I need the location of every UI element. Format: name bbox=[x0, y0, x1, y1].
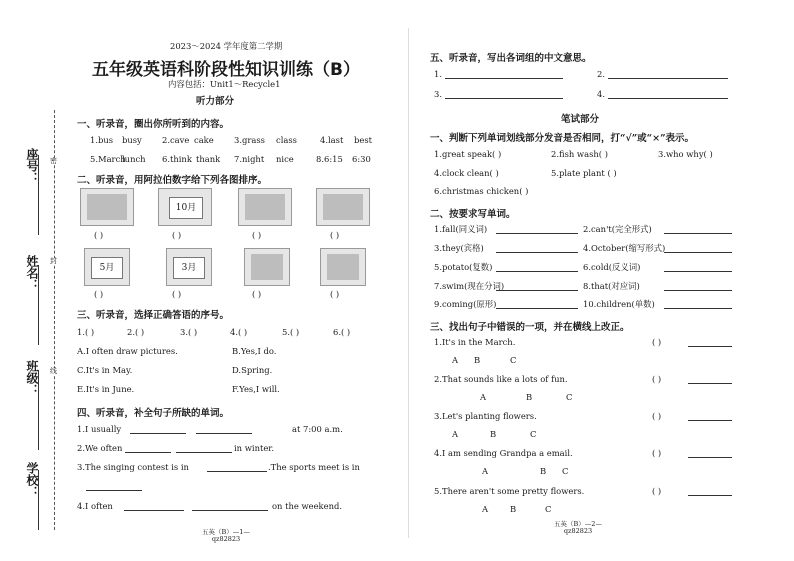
word-task: 1.fall(同义词) bbox=[434, 224, 488, 234]
school-line bbox=[38, 470, 40, 530]
blank-line[interactable] bbox=[176, 452, 232, 453]
phonics-item: 3.who why( ) bbox=[658, 149, 713, 159]
calendar-label: 3月 bbox=[173, 257, 205, 279]
answer-slot: 1.( ) bbox=[77, 327, 95, 337]
blank-line[interactable] bbox=[124, 510, 184, 511]
error-option-b: B bbox=[540, 466, 547, 476]
seat-number-label: 座号： bbox=[25, 148, 39, 184]
answer-slot: 3.( ) bbox=[180, 327, 198, 337]
phrase-number: 3. bbox=[434, 89, 442, 99]
error-option-a: A bbox=[452, 355, 459, 365]
word-task: 6.cold(反义词) bbox=[583, 262, 641, 272]
blank-line[interactable] bbox=[496, 233, 578, 234]
written-heading: 笔试部分 bbox=[561, 114, 600, 125]
fill-sentence-1-end: at 7:00 a.m. bbox=[292, 424, 343, 434]
error-sentence: 3.Let's planting flowers. bbox=[434, 411, 537, 421]
name-line bbox=[38, 265, 40, 345]
blank-line[interactable] bbox=[445, 98, 563, 99]
seal-dashed-line bbox=[54, 110, 56, 530]
word-option: thank bbox=[196, 154, 221, 164]
blank-line[interactable] bbox=[125, 452, 171, 453]
fill-sentence-2-start: 2.We often bbox=[77, 443, 123, 453]
phrase-number: 4. bbox=[597, 89, 605, 99]
class-line bbox=[38, 370, 40, 450]
blank-line[interactable] bbox=[688, 420, 732, 421]
seal-mi-char: 密 bbox=[50, 157, 57, 165]
error-sentence: 5.There aren't some pretty flowers. bbox=[434, 486, 585, 496]
word-task: 2.can't(完全形式) bbox=[583, 224, 652, 234]
word-option: 4.last bbox=[320, 135, 344, 145]
listen-section-4-heading: 四、听录音，补全句子所缺的单词。 bbox=[77, 408, 230, 419]
school-year: 2023～2024 学年度第二学期 bbox=[170, 41, 283, 51]
blank-line[interactable] bbox=[496, 290, 578, 291]
word-task: 10.children(单数) bbox=[583, 299, 655, 309]
word-option: 3.grass bbox=[234, 135, 265, 145]
error-sentence: 4.I am sending Grandpa a email. bbox=[434, 448, 573, 458]
listen-section-3-heading: 三、听录音，选择正确答语的序号。 bbox=[77, 310, 230, 321]
option-e: E.It's in June. bbox=[77, 384, 135, 394]
error-option-a: A bbox=[482, 504, 489, 514]
order-bracket: ( ) bbox=[94, 289, 104, 299]
blank-line[interactable] bbox=[688, 495, 732, 496]
blank-line[interactable] bbox=[496, 308, 578, 309]
order-bracket: ( ) bbox=[172, 289, 182, 299]
answer-paren: ( ) bbox=[652, 374, 662, 384]
listen-section-5-heading: 五、听录音，写出各词组的中文意思。 bbox=[430, 53, 592, 64]
name-label: 姓名： bbox=[25, 255, 39, 291]
phrase-number: 2. bbox=[597, 69, 605, 79]
option-c: C.It's in May. bbox=[77, 365, 133, 375]
option-f: F.Yes,I will. bbox=[232, 384, 280, 394]
error-option-a: A bbox=[482, 466, 489, 476]
left-footer-code: qz82823 bbox=[211, 535, 241, 543]
blank-line[interactable] bbox=[688, 346, 732, 347]
word-task: 5.potato(复数) bbox=[434, 262, 493, 272]
seal-xian-char: 线 bbox=[50, 367, 57, 375]
phonics-item: 5.plate plant ( ) bbox=[551, 168, 617, 178]
order-bracket: ( ) bbox=[330, 289, 340, 299]
fill-sentence-3-start: 3.The singing contest is in bbox=[77, 462, 189, 472]
error-option-c: C bbox=[530, 429, 537, 439]
right-footer-page: 五英（B）—2— bbox=[554, 520, 602, 528]
error-option-b: B bbox=[510, 504, 517, 514]
answer-paren: ( ) bbox=[652, 411, 662, 421]
school-label: 学校： bbox=[25, 462, 39, 498]
word-task: 9.coming(原形) bbox=[434, 299, 497, 309]
error-option-c: C bbox=[510, 355, 517, 365]
word-option: 2.cave bbox=[162, 135, 190, 145]
fill-sentence-2-end: in winter. bbox=[234, 443, 275, 453]
blank-line[interactable] bbox=[688, 383, 732, 384]
option-d: D.Spring. bbox=[232, 365, 273, 375]
order-bracket: ( ) bbox=[252, 230, 262, 240]
fill-sentence-1-start: 1.I usually bbox=[77, 424, 122, 434]
word-option: busy bbox=[122, 135, 142, 145]
written-section-2-heading: 二、按要求写单词。 bbox=[430, 209, 516, 220]
left-footer-page: 五英（B）—1— bbox=[202, 528, 250, 536]
blank-line[interactable] bbox=[664, 233, 732, 234]
blank-line[interactable] bbox=[664, 290, 732, 291]
word-option: nice bbox=[276, 154, 294, 164]
blank-line[interactable] bbox=[130, 433, 186, 434]
calendar-label: 5月 bbox=[91, 257, 123, 279]
seal-feng-char: 封 bbox=[50, 257, 57, 265]
option-a: A.I often draw pictures. bbox=[77, 346, 178, 356]
word-option: 8.6:15 bbox=[316, 154, 343, 164]
error-option-c: C bbox=[566, 392, 573, 402]
calendar-label: 10月 bbox=[169, 197, 203, 219]
seat-line bbox=[38, 155, 40, 235]
error-option-b: B bbox=[526, 392, 533, 402]
word-option: class bbox=[276, 135, 297, 145]
error-option-c: C bbox=[545, 504, 552, 514]
answer-paren: ( ) bbox=[652, 337, 662, 347]
answer-slot: 4.( ) bbox=[230, 327, 248, 337]
word-task: 7.swim(现在分词) bbox=[434, 281, 505, 291]
picnic-picture bbox=[238, 188, 292, 226]
word-option: 6.think bbox=[162, 154, 192, 164]
answer-paren: ( ) bbox=[652, 486, 662, 496]
listen-section-2-heading: 二、听录音，用阿拉伯数字给下列各图排序。 bbox=[77, 175, 268, 186]
calendar-march-picture bbox=[166, 248, 212, 286]
word-task: 4.October(缩写形式) bbox=[583, 243, 666, 253]
blank-line[interactable] bbox=[86, 490, 142, 491]
blank-line[interactable] bbox=[688, 457, 732, 458]
phonics-item: 4.clock clean( ) bbox=[434, 168, 499, 178]
calendar-october-picture bbox=[158, 188, 212, 226]
answer-slot: 6.( ) bbox=[333, 327, 351, 337]
blank-line[interactable] bbox=[664, 271, 732, 272]
order-bracket: ( ) bbox=[94, 230, 104, 240]
boy-with-clock-picture bbox=[320, 248, 366, 286]
order-bracket: ( ) bbox=[252, 289, 262, 299]
blank-line[interactable] bbox=[664, 252, 732, 253]
content-range: 内容包括：Unit1～Recycle1 bbox=[168, 79, 281, 89]
answer-slot: 5.( ) bbox=[282, 327, 300, 337]
option-b: B.Yes,I do. bbox=[232, 346, 277, 356]
word-option: 7.night bbox=[234, 154, 265, 164]
phonics-item: 6.christmas chicken( ) bbox=[434, 186, 529, 196]
word-option: lunch bbox=[122, 154, 146, 164]
error-option-a: A bbox=[480, 392, 487, 402]
error-option-b: B bbox=[474, 355, 481, 365]
word-option: 6:30 bbox=[352, 154, 371, 164]
boy-at-computer-picture bbox=[244, 248, 290, 286]
written-section-3-heading: 三、找出句子中错误的一项，并在横线上改正。 bbox=[430, 322, 630, 333]
listening-heading: 听力部分 bbox=[196, 96, 235, 107]
blank-line[interactable] bbox=[496, 271, 578, 272]
order-bracket: ( ) bbox=[172, 230, 182, 240]
error-option-b: B bbox=[490, 429, 497, 439]
error-option-a: A bbox=[452, 429, 459, 439]
blank-line[interactable] bbox=[192, 510, 268, 511]
calendar-may-picture bbox=[84, 248, 130, 286]
error-sentence: 1.It's in the March. bbox=[434, 337, 516, 347]
blank-line[interactable] bbox=[664, 308, 732, 309]
blank-line[interactable] bbox=[496, 252, 578, 253]
fill-sentence-3-mid: .The sports meet is in bbox=[268, 462, 360, 472]
phonics-item: 1.great speak( ) bbox=[434, 149, 502, 159]
blank-line[interactable] bbox=[196, 433, 252, 434]
fill-sentence-4-start: 4.I often bbox=[77, 501, 113, 511]
page-fold bbox=[408, 28, 409, 538]
fill-sentence-4-end: on the weekend. bbox=[272, 501, 343, 511]
word-task: 8.that(对应词) bbox=[583, 281, 640, 291]
blank-line[interactable] bbox=[608, 78, 728, 79]
blank-line[interactable] bbox=[445, 78, 563, 79]
answer-paren: ( ) bbox=[652, 448, 662, 458]
error-sentence: 2.That sounds like a lots of fun. bbox=[434, 374, 568, 384]
word-task: 3.they(宾格) bbox=[434, 243, 484, 253]
answer-slot: 2.( ) bbox=[127, 327, 145, 337]
written-section-1-heading: 一、判断下列单词划线部分发音是否相同，打“√”或“×”表示。 bbox=[430, 133, 695, 144]
blank-line[interactable] bbox=[207, 471, 267, 472]
word-option: 1.bus bbox=[90, 135, 114, 145]
phonics-item: 2.fish wash( ) bbox=[551, 149, 608, 159]
word-option: cake bbox=[194, 135, 214, 145]
word-option: best bbox=[354, 135, 372, 145]
class-label: 班级： bbox=[25, 360, 39, 396]
right-footer-code: qz82823 bbox=[563, 527, 593, 535]
listen-section-1-heading: 一、听录音，圈出你所听到的内容。 bbox=[77, 119, 230, 130]
phrase-number: 1. bbox=[434, 69, 442, 79]
word-option: 5.March bbox=[90, 154, 126, 164]
order-bracket: ( ) bbox=[330, 230, 340, 240]
snowman-picture bbox=[80, 188, 134, 226]
blank-line[interactable] bbox=[608, 98, 728, 99]
error-option-c: C bbox=[562, 466, 569, 476]
children-playing-picture bbox=[316, 188, 370, 226]
page-title: 五年级英语科阶段性知识训练（B） bbox=[92, 60, 360, 80]
